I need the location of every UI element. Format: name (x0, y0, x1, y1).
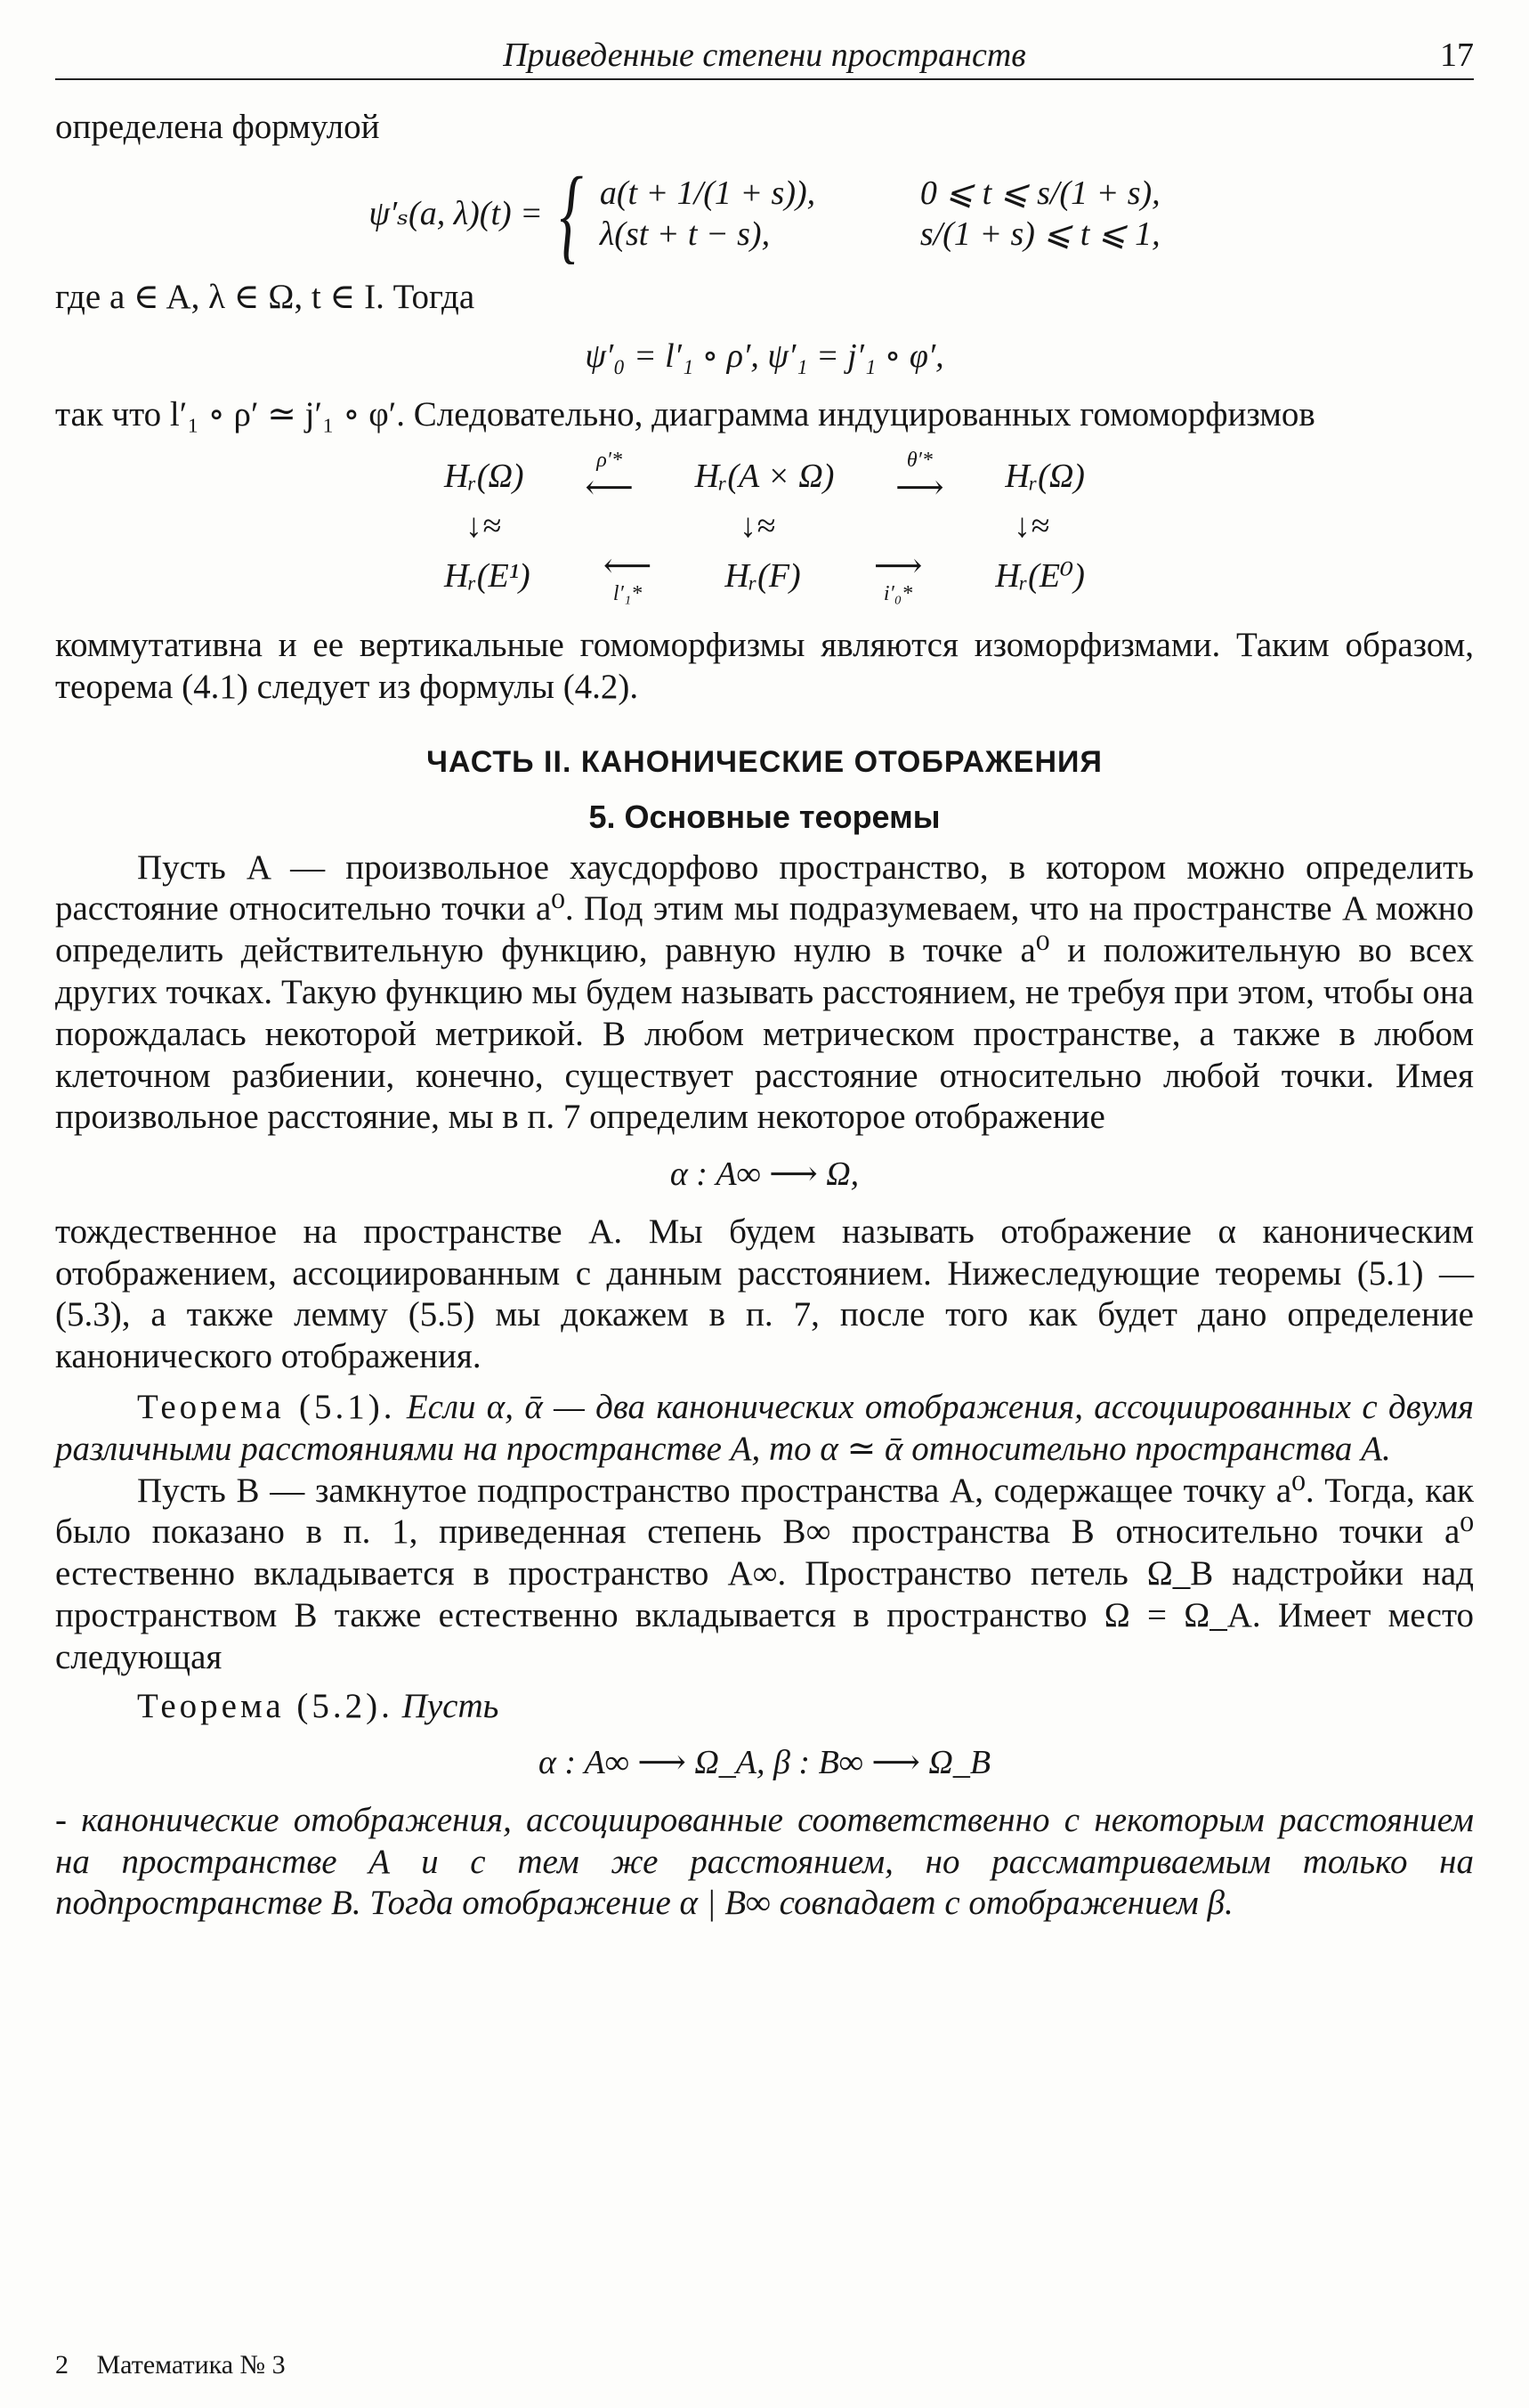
arrow-label-i0: i′₀* (883, 581, 913, 605)
eq1-case1-expr: a(t + 1/(1 + s)), (599, 174, 816, 213)
running-header (55, 34, 1474, 75)
theorem-5-2-text: - канонические отображения, ассоциированные соответственно с некоторым расстоянием на пространстве A и с тем же расстоянием, но рассматриваемым только на подпространстве B. Тогда отображение α | B∞ совпадает с отображением β. (55, 1800, 1474, 1923)
part-heading: ЧАСТЬ II. КАНОНИЧЕСКИЕ ОТОБРАЖЕНИЯ (426, 744, 1103, 779)
equation-psi-piecewise (55, 154, 1474, 273)
paragraph-defined: определена формулой (55, 108, 380, 146)
paragraph-commutative: коммутативна и ее вертикальные гомоморфизмы являются изоморфизмами. Таким образом, теорема (4.1) следует из формулы (4.2). (55, 625, 1474, 706)
journal-name: Математика № 3 (96, 2350, 286, 2380)
right-arrow-icon: ⟶ (873, 547, 923, 585)
down-arrow-icon: ↓≈ (1014, 507, 1049, 546)
eq1-case2-cond: s/(1 + s) ⩽ t ⩽ 1, (919, 215, 1161, 253)
arrow-label-l1: l′₁* (612, 581, 643, 605)
left-arrow-icon: ⟵ (585, 468, 634, 507)
paragraph-so-that: так что l′₁ ∘ ρ′ ≃ j′₁ ∘ φ′. Следовательно, диаграмма индуцированных гомоморфизмов (55, 395, 1315, 434)
page-body (55, 107, 1474, 1925)
equation-alpha: α : A∞ ⟶ Ω, (669, 1155, 860, 1194)
diagram-bottom-right: Hᵣ(E⁰) (995, 557, 1085, 596)
page-number: 17 (1440, 36, 1474, 74)
theorem-5-2 (55, 1686, 1474, 1728)
section-heading: 5. Основные теоремы (588, 799, 941, 836)
diagram-bottom-middle: Hᵣ(F) (724, 557, 801, 596)
down-arrow-icon: ↓≈ (465, 507, 501, 546)
paragraph-distance: Пусть A — произвольное хаусдорфово пространство, в котором можно определить расстояние относительно точки a⁰. Под этим мы подразумеваем, что на пространстве A можно определить действительную функцию, равную нулю в точке a⁰ и положительную во всех других точках. Такую функцию мы будем называть расстоянием, не требуя при этом, чтобы она порождалась некоторой метрикой. В любом метрическом пространстве, а также в любом клеточном разбиении, конечно, существует расстояние относительно любой точки. Имея произвольное расстояние, мы в п. 7 определим некоторое отображение (55, 847, 1474, 1137)
arrow-label-theta: θ′* (906, 448, 933, 472)
header-rule (55, 78, 1474, 80)
diagram-top-left: Hᵣ(Ω) (444, 458, 524, 496)
eq1-case2-expr: λ(st + t − s), (599, 215, 771, 253)
down-arrow-icon: ↓≈ (740, 507, 775, 546)
paragraph-subspace: Пусть B — замкнутое подпространство пространства A, содержащее точку a⁰. Тогда, как было показано в п. 1, приведенная степень B∞ пространства B относительно точки a⁰ естественно вкладывается в пространство A∞. Пространство петель Ω_B надстройки над пространством B также естественно вкладывается в пространство Ω = Ω_A. Имеет место следующая (55, 1471, 1474, 1676)
diagram-top-right: Hᵣ(Ω) (1005, 458, 1085, 496)
paragraph-where: где a ∈ A, λ ∈ Ω, t ∈ I. Тогда (55, 277, 475, 316)
left-brace-icon: { (559, 154, 584, 273)
right-arrow-icon: ⟶ (895, 468, 944, 507)
diagram-top-middle: Hᵣ(A × Ω) (694, 458, 835, 496)
running-title: Приведенные степени пространств (503, 36, 1026, 74)
theorem-5-2-lead: Пусть (401, 1686, 499, 1725)
equation-alpha-beta: α : A∞ ⟶ Ω_A, β : B∞ ⟶ Ω_B (538, 1744, 991, 1782)
theorem-5-1-label: Теорема (5.1). (137, 1387, 396, 1426)
left-arrow-icon: ⟵ (603, 547, 652, 585)
arrow-label-rho: ρ′* (596, 448, 622, 472)
paragraph-identical: тождественное на пространстве A. Мы будем называть отображение α каноническим отображением, ассоциированным с данным расстоянием. Нижеследующие теоремы (5.1) — (5.3), а также лемму (5.5) мы докажем в п. 7, после того как будет дано определение канонического отображения. (55, 1212, 1474, 1376)
diagram-bottom-left: Hᵣ(E¹) (444, 557, 530, 596)
eq1-case1-cond: 0 ⩽ t ⩽ s/(1 + s), (919, 174, 1161, 213)
theorem-5-2-label: Теорема (5.2). (137, 1686, 393, 1725)
equation-psi-compositions: ψ′₀ = l′₁ ∘ ρ′, ψ′₁ = j′₁ ∘ φ′, (585, 336, 944, 375)
commutative-diagram (444, 448, 1085, 605)
signature-mark: 2 (55, 2350, 69, 2380)
theorem-5-1-text: Если α, ᾱ — два канонических отображения, ассоциированных с двумя различными расстояниями на пространстве A, то α ≃ ᾱ относительно пространства A. (55, 1387, 1475, 1468)
page-footer (55, 2350, 307, 2380)
eq1-lhs: ψ′ₛ(a, λ)(t) = (368, 195, 543, 232)
theorem-5-1 (55, 1387, 1474, 1471)
